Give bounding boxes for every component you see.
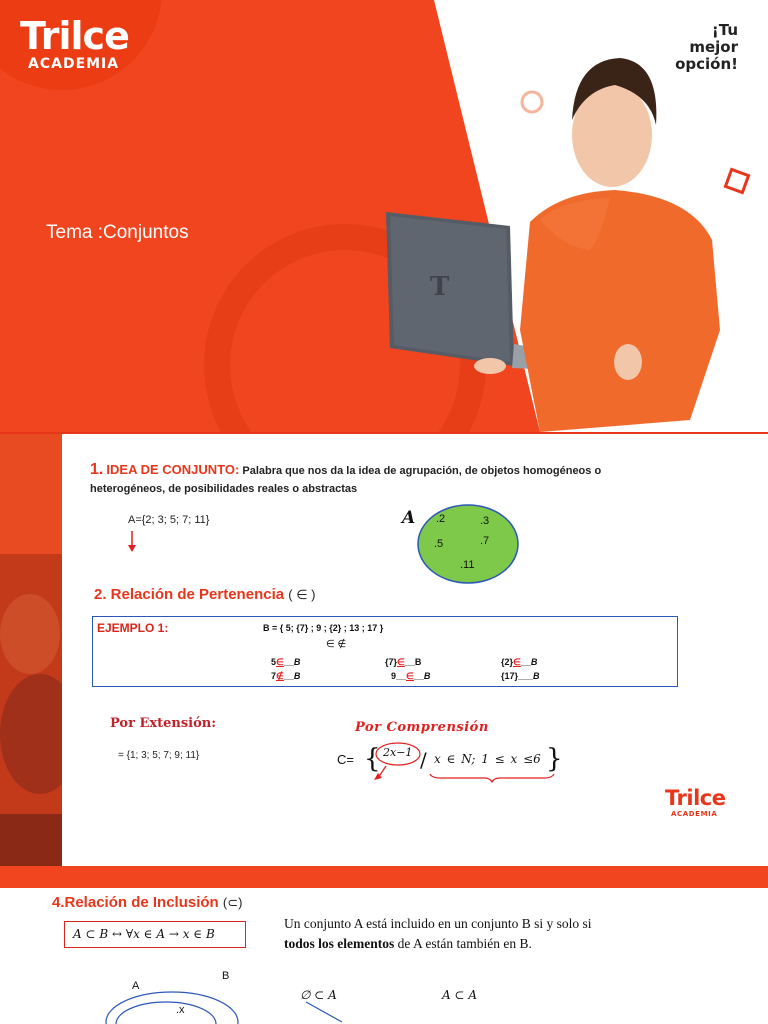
- section2-title: 2. Relación de Pertenencia: [94, 586, 285, 603]
- relation-symbol: ∈: [406, 671, 414, 681]
- inclusion-definition: A ⊂ B ↔ ∀x ∈ A → x ∈ B: [73, 927, 215, 941]
- svg-text:/: /: [420, 748, 427, 772]
- venn-b-label: B: [222, 970, 230, 982]
- set-b-definition: B = { 5; {7} ; 9 ; {2} ; 13 ; 17 }: [263, 623, 384, 633]
- inclusion-definition-box: [64, 921, 246, 948]
- inclusion-diagrams: [0, 958, 768, 1024]
- venn-element: .3: [480, 515, 490, 527]
- section4-title: 4.Relación de Inclusión: [52, 894, 219, 911]
- relation-symbol: ∈: [397, 657, 405, 667]
- slogan-line: mejor: [689, 38, 738, 56]
- laptop-logo: T: [430, 272, 450, 302]
- relation-left: 5: [271, 657, 277, 667]
- relation-item: {2}∈__B: [501, 657, 538, 667]
- description-part: Un conjunto A está incluido en un conjunto B si y solo si: [284, 916, 592, 931]
- down-arrow-icon: [126, 531, 138, 553]
- venn-element: .11: [460, 559, 475, 571]
- venn-element: .7: [480, 535, 490, 547]
- topic-title: Tema :Conjuntos: [46, 222, 189, 243]
- venn-element: .5: [434, 538, 444, 550]
- extension-heading: Por Extensión:: [110, 716, 217, 731]
- relation-right: B: [293, 671, 301, 681]
- slogan-line: ¡Tu: [711, 21, 738, 39]
- example-label: EJEMPLO 1:: [97, 621, 169, 635]
- venn-element: .2: [436, 513, 446, 525]
- relation-right: B: [293, 657, 301, 667]
- example-box: [92, 616, 678, 687]
- slogan-line: opción!: [675, 55, 738, 73]
- self-inclusion: A ⊂ A: [442, 988, 478, 1002]
- relation-right: B: [533, 671, 540, 681]
- inclusion-description: [284, 914, 664, 954]
- relation-left: 9: [391, 671, 397, 681]
- relation-item: 9__∈__B: [391, 671, 431, 681]
- description-part: de A están también en B.: [397, 936, 532, 951]
- venn-diagram-a: [416, 502, 526, 586]
- section1-heading: IDEA DE CONJUNTO:: [106, 462, 240, 477]
- cover-slide: [0, 0, 768, 432]
- slogan: [675, 22, 738, 73]
- venn-element-x: .x: [176, 1004, 185, 1016]
- belong-symbols: ∈ ∉: [326, 639, 347, 650]
- section1-number: 1.: [90, 461, 104, 478]
- relation-symbol: ∉: [276, 671, 284, 681]
- relation-item: 5∈__B: [271, 657, 301, 667]
- svg-text:{: {: [364, 744, 381, 774]
- footer-brand-logo: [665, 786, 725, 818]
- relation-left: {17}: [501, 671, 519, 681]
- side-photo-strip: [0, 434, 62, 866]
- section2-heading: [94, 586, 315, 603]
- relation-left: {2}: [501, 657, 514, 667]
- brand-logo: [20, 14, 129, 72]
- comprehension-condition: x ∈ N; 1 ≤ x ≤6: [434, 752, 541, 766]
- section4-heading: [52, 894, 242, 911]
- set-a-definition: A={2; 3; 5; 7; 11}: [128, 514, 210, 526]
- svg-text:}: }: [546, 744, 563, 774]
- relation-item: 7∉__B: [271, 671, 301, 681]
- footer-brand-name: Trilce: [665, 786, 726, 810]
- inclusion-slide: [0, 888, 768, 1024]
- venn-set-label: A: [402, 508, 416, 528]
- relation-item: {17}___B: [501, 671, 540, 681]
- relation-right: B: [423, 671, 431, 681]
- relation-right: B: [414, 657, 422, 667]
- venn-a-label: A: [132, 980, 140, 992]
- comprehension-prefix: C=: [337, 752, 354, 767]
- slide-divider-line: [0, 432, 768, 434]
- section4-symbol: (⊂): [222, 895, 243, 910]
- footer-brand-subtitle: ACADEMIA: [671, 810, 718, 818]
- section2-symbol: ( ∈ ): [288, 587, 316, 602]
- description-bold: todos los elementos: [284, 936, 395, 951]
- relation-symbol: ∈: [513, 657, 521, 667]
- comprehension-term: 2x−1: [383, 746, 413, 759]
- section1-text: [90, 461, 650, 498]
- relation-left: {7}: [385, 657, 398, 667]
- brand-subtitle: ACADEMIA: [28, 56, 120, 72]
- slide-divider-bar: [0, 866, 768, 888]
- comprehension-heading: Por Comprensión: [355, 720, 489, 735]
- sets-slide: [0, 434, 768, 866]
- relation-right: B: [530, 657, 538, 667]
- example-label-text: EJEMPLO 1: [97, 621, 165, 635]
- brand-name: Trilce: [20, 14, 129, 58]
- relation-item: {7}∈__B: [385, 657, 422, 667]
- extension-set: = {1; 3; 5; 7; 9; 11}: [118, 750, 200, 761]
- section1-description: Palabra que nos da la idea de agrupación, de objetos homogéneos o heterogéneos, de posibilidades reales o abstractas: [90, 465, 602, 495]
- empty-set-inclusion: ∅ ⊂ A: [300, 988, 337, 1002]
- relation-left: 7: [271, 671, 277, 681]
- relation-symbol: ∈: [276, 657, 284, 667]
